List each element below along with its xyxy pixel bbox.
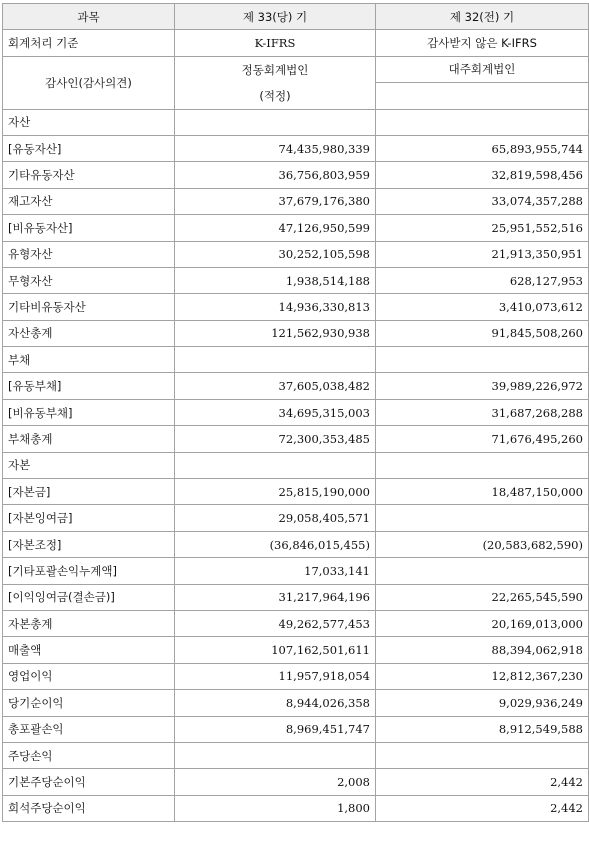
row-current-value: 1,938,514,188 [175,267,376,293]
row-current-value: 72,300,353,485 [175,426,376,452]
row-label: 주당손익 [3,742,175,768]
row-label: [비유동자산] [3,215,175,241]
table-row [3,373,589,399]
audit-opinion-current: (적정) [175,83,376,109]
table-row [3,637,589,663]
row-label: 무형자산 [3,267,175,293]
row-label: 재고자산 [3,188,175,214]
row-prior-value: (20,583,682,590) [376,531,589,557]
table-row [3,531,589,557]
row-current-value [175,347,376,373]
row-current-value: 34,695,315,003 [175,399,376,425]
header-prior-period: 제 32(전) 기 [376,4,589,30]
header-row [3,4,589,30]
row-prior-value: 2,442 [376,795,589,821]
row-current-value: 36,756,803,959 [175,162,376,188]
row-label: 유형자산 [3,241,175,267]
row-current-value: 107,162,501,611 [175,637,376,663]
row-label: 기본주당순이익 [3,769,175,795]
row-prior-value: 21,913,350,951 [376,241,589,267]
row-prior-value: 31,687,268,288 [376,399,589,425]
table-row [3,663,589,689]
table-row [3,162,589,188]
row-prior-value: 91,845,508,260 [376,320,589,346]
row-prior-value [376,742,589,768]
row-current-value: 74,435,980,339 [175,135,376,161]
row-label: [자본금] [3,479,175,505]
table-row [3,215,589,241]
row-label: [비유동부채] [3,399,175,425]
row-current-value: (36,846,015,455) [175,531,376,557]
table-row [3,399,589,425]
table-row [3,347,589,373]
row-label: 총포괄손익 [3,716,175,742]
row-label: 당기순이익 [3,690,175,716]
row-label: [이익잉여금(결손금)] [3,584,175,610]
accounting-standard-label: 회계처리 기준 [3,30,175,56]
row-prior-value [376,452,589,478]
row-prior-value [376,505,589,531]
accounting-standard-prior: 감사받지 않은 K-IFRS [376,30,589,56]
audit-opinion-prior [376,83,589,109]
table-row [3,584,589,610]
row-current-value: 37,605,038,482 [175,373,376,399]
row-label: [유동부채] [3,373,175,399]
row-current-value: 49,262,577,453 [175,610,376,636]
table-row [3,426,589,452]
table-row [3,188,589,214]
header-current-period: 제 33(당) 기 [175,4,376,30]
row-label: 부채총계 [3,426,175,452]
row-prior-value [376,347,589,373]
accounting-standard-row [3,30,589,56]
table-row [3,109,589,135]
auditor-row [3,56,589,82]
auditor-prior: 대주회계법인 [376,56,589,82]
auditor-label: 감사인(감사의견) [3,56,175,109]
row-current-value: 29,058,405,571 [175,505,376,531]
row-label: 매출액 [3,637,175,663]
row-current-value: 17,033,141 [175,558,376,584]
row-current-value: 2,008 [175,769,376,795]
row-prior-value: 88,394,062,918 [376,637,589,663]
table-row [3,769,589,795]
row-prior-value [376,109,589,135]
row-current-value: 47,126,950,599 [175,215,376,241]
row-current-value [175,452,376,478]
row-prior-value: 33,074,357,288 [376,188,589,214]
row-label: 자본총계 [3,610,175,636]
row-label: 희석주당순이익 [3,795,175,821]
table-row [3,795,589,821]
row-current-value: 8,944,026,358 [175,690,376,716]
row-current-value: 30,252,105,598 [175,241,376,267]
accounting-standard-current: K-IFRS [175,30,376,56]
table-row [3,479,589,505]
row-prior-value: 71,676,495,260 [376,426,589,452]
row-prior-value: 3,410,073,612 [376,294,589,320]
table-row [3,610,589,636]
row-current-value [175,742,376,768]
row-prior-value: 25,951,552,516 [376,215,589,241]
table-row [3,267,589,293]
row-label: [자본잉여금] [3,505,175,531]
row-prior-value: 22,265,545,590 [376,584,589,610]
row-current-value: 11,957,918,054 [175,663,376,689]
row-prior-value: 12,812,367,230 [376,663,589,689]
row-label: 기타비유동자산 [3,294,175,320]
row-label: 부채 [3,347,175,373]
row-prior-value: 18,487,150,000 [376,479,589,505]
row-current-value: 1,800 [175,795,376,821]
row-current-value: 25,815,190,000 [175,479,376,505]
row-current-value: 37,679,176,380 [175,188,376,214]
row-label: 자산 [3,109,175,135]
row-label: 자본 [3,452,175,478]
table-row [3,452,589,478]
row-label: 자산총계 [3,320,175,346]
row-prior-value: 9,029,936,249 [376,690,589,716]
table-row [3,690,589,716]
table-row [3,716,589,742]
header-subject: 과목 [3,4,175,30]
auditor-current: 정동회계법인 [175,56,376,82]
row-prior-value: 32,819,598,456 [376,162,589,188]
row-prior-value: 628,127,953 [376,267,589,293]
row-prior-value: 8,912,549,588 [376,716,589,742]
row-label: [자본조정] [3,531,175,557]
row-prior-value: 65,893,955,744 [376,135,589,161]
row-current-value: 31,217,964,196 [175,584,376,610]
table-row [3,241,589,267]
row-prior-value [376,558,589,584]
table-row [3,742,589,768]
financial-summary-table [2,3,589,822]
row-prior-value: 20,169,013,000 [376,610,589,636]
table-row [3,320,589,346]
table-row [3,294,589,320]
row-prior-value: 39,989,226,972 [376,373,589,399]
table-row [3,505,589,531]
row-current-value: 121,562,930,938 [175,320,376,346]
row-current-value: 14,936,330,813 [175,294,376,320]
row-label: 기타유동자산 [3,162,175,188]
row-current-value: 8,969,451,747 [175,716,376,742]
row-current-value [175,109,376,135]
table-row [3,558,589,584]
row-label: [유동자산] [3,135,175,161]
table-row [3,135,589,161]
row-label: [기타포괄손익누계액] [3,558,175,584]
row-prior-value: 2,442 [376,769,589,795]
row-label: 영업이익 [3,663,175,689]
